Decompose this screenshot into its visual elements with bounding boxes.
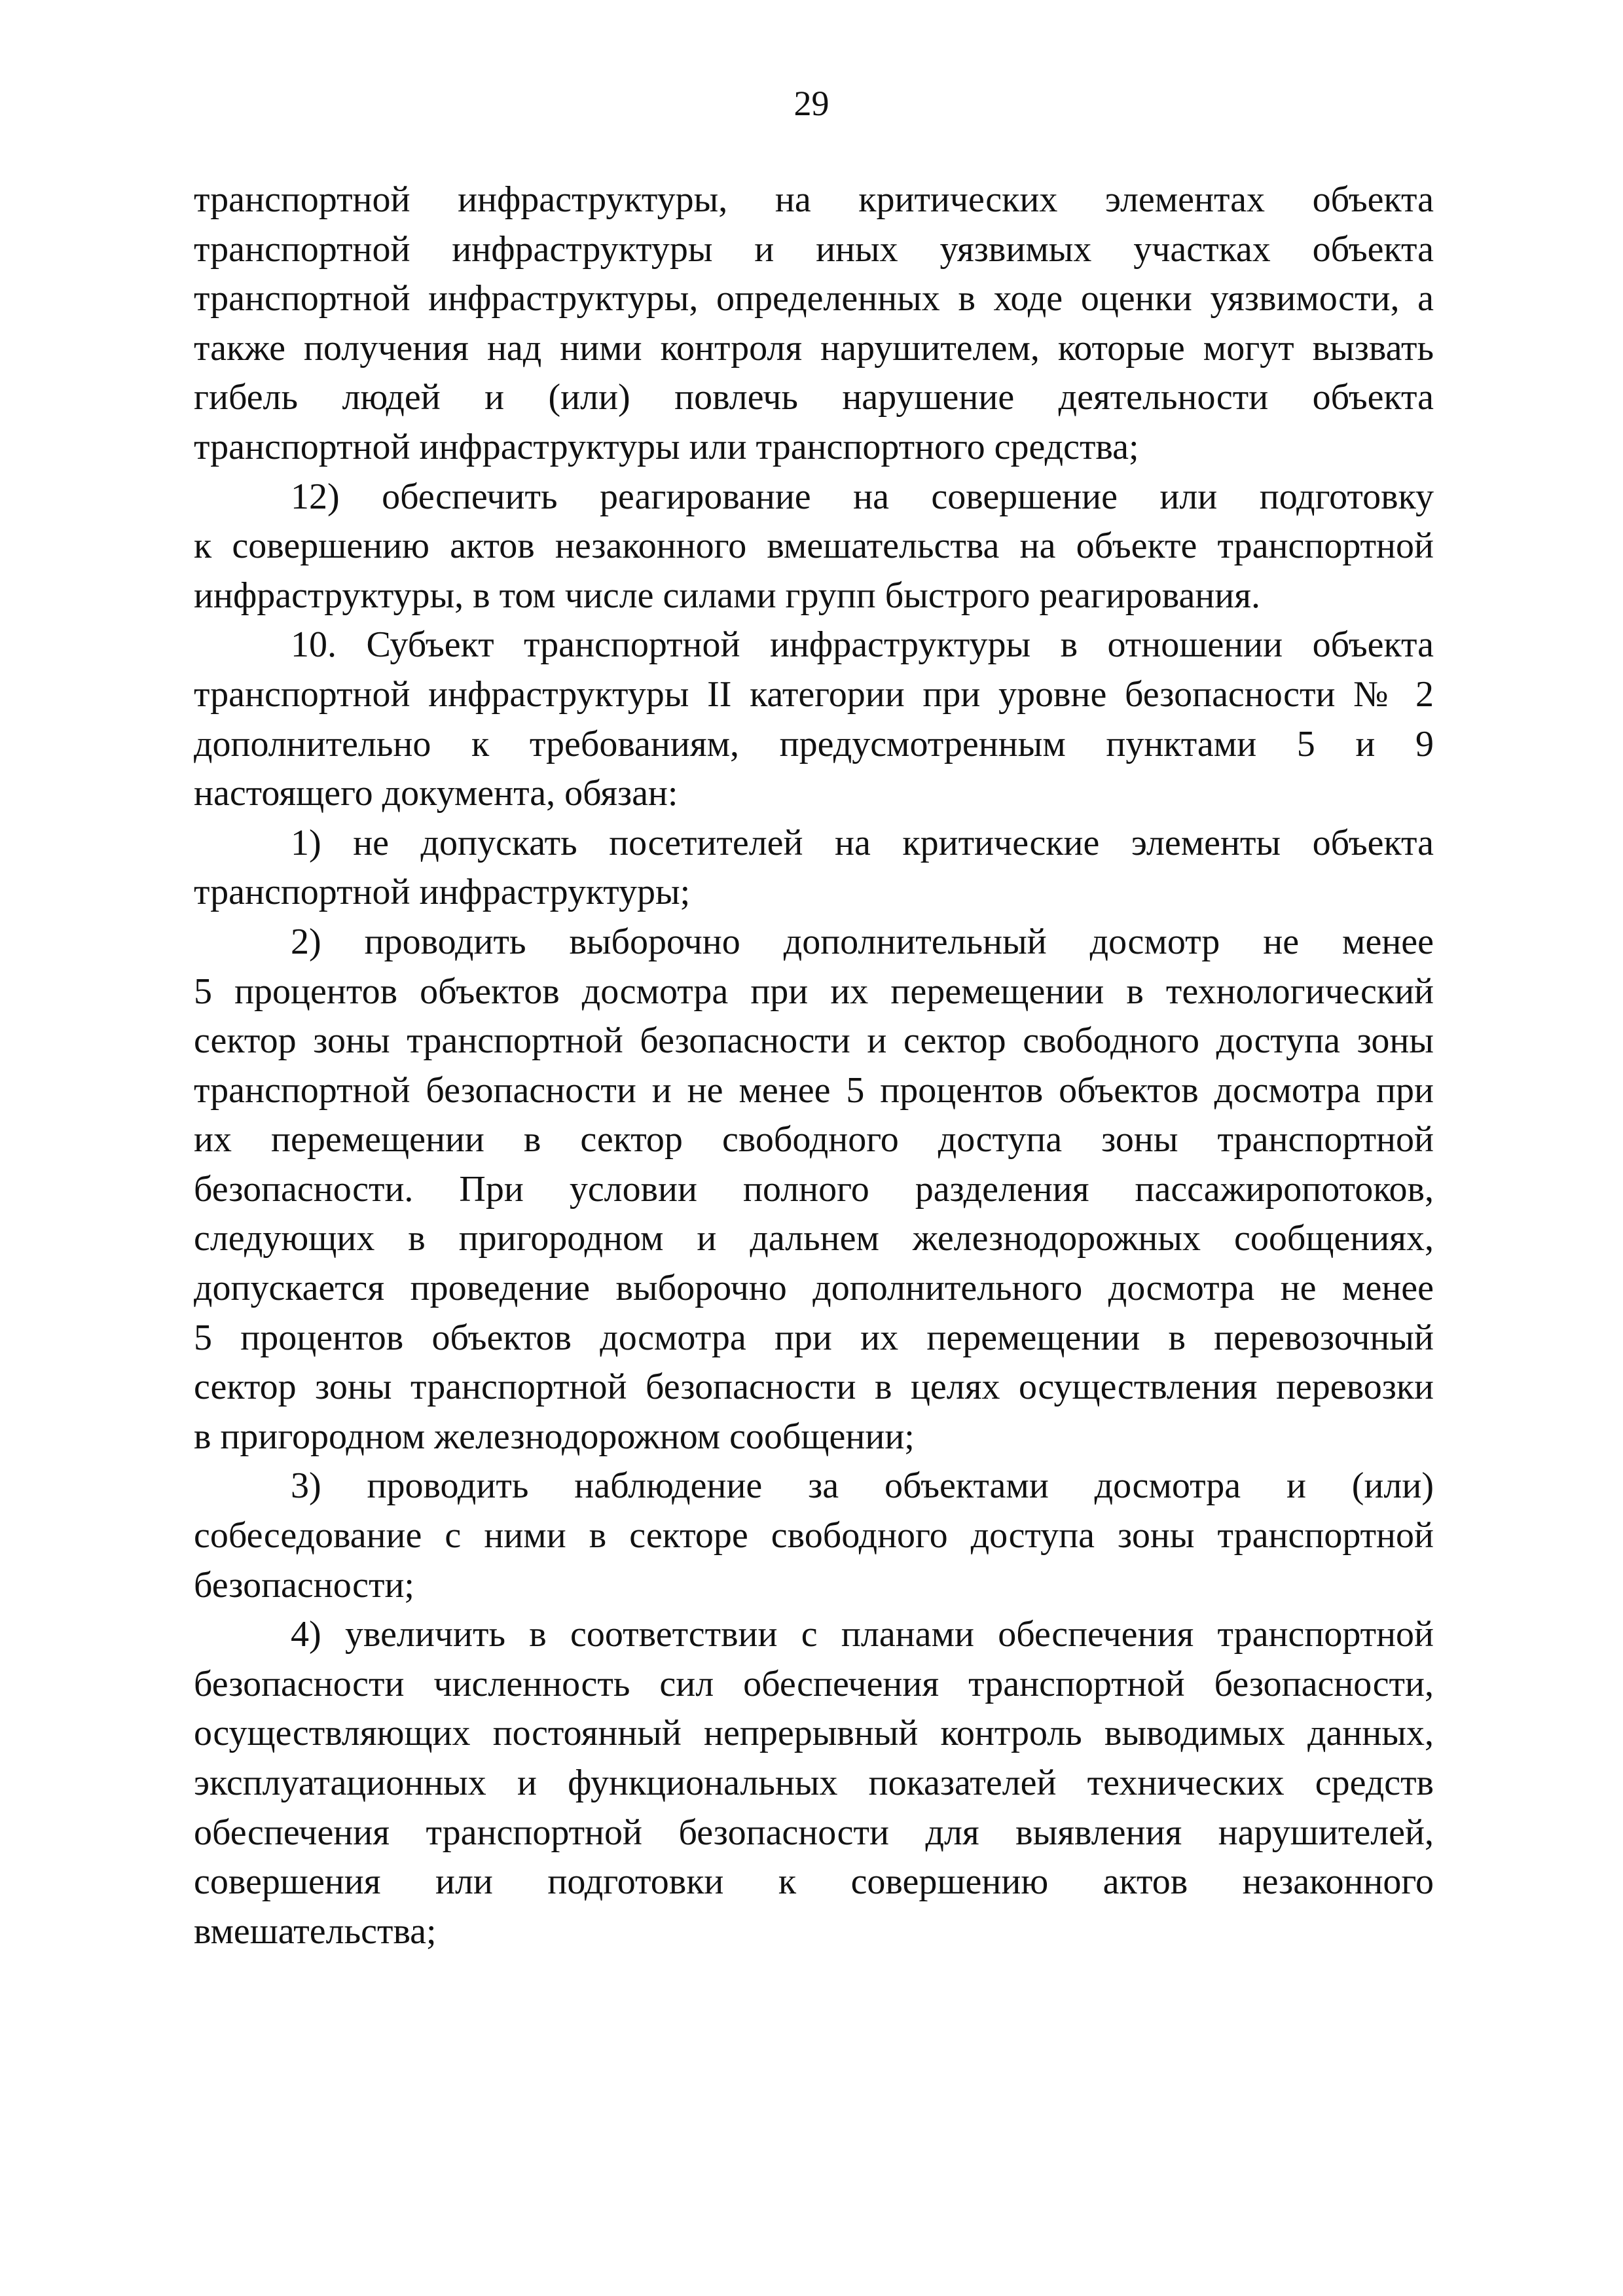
document-body (194, 175, 1434, 1956)
text-line: настоящего документа, обязан: (194, 773, 678, 814)
text-line: в пригородном железнодорожном сообщении; (194, 1416, 915, 1457)
text-line: безопасности. При условии полного разделения пассажиропотоков, (194, 1168, 1434, 1210)
paragraph-subitem-3 (194, 1462, 1434, 1610)
text-line: их перемещении в сектор свободного доступа зоны транспортной (194, 1119, 1434, 1160)
text-line: безопасности численность сил обеспечения транспортной безопасности, (194, 1663, 1434, 1704)
text-line: транспортной инфраструктуры; (194, 872, 691, 913)
text-line: 4) увеличить в соответствии с планами обеспечения транспортной (291, 1614, 1434, 1655)
text-line: к совершению актов незаконного вмешательства на объекте транспортной (194, 526, 1434, 567)
text-line: эксплуатационных и функциональных показателей технических средств (194, 1763, 1434, 1803)
text-line: сектор зоны транспортной безопасности и сектор свободного доступа зоны (194, 1020, 1434, 1062)
text-line: 12) обеспечить реагирование на совершение или подготовку (291, 476, 1434, 517)
text-line: следующих в пригородном и дальнем железнодорожных сообщениях, (194, 1218, 1434, 1259)
text-line: также получения над ними контроля нарушителем, которые могут вызвать (194, 327, 1434, 368)
text-line: безопасности; (194, 1564, 414, 1605)
text-line: транспортной безопасности и не менее 5 процентов объектов досмотра при (194, 1069, 1434, 1111)
text-line: собеседование с ними в секторе свободного доступа зоны транспортной (194, 1515, 1434, 1556)
text-line: допускается проведение выборочно дополнительного досмотра не менее (194, 1268, 1434, 1309)
paragraph-clause-10 (194, 620, 1434, 818)
text-line: транспортной инфраструктуры, на критических элементах объекта (194, 179, 1434, 220)
paragraph-continuation (194, 175, 1434, 473)
text-line: 10. Субъект транспортной инфраструктуры в отношении объекта (291, 624, 1434, 666)
text-line: 5 процентов объектов досмотра при их перемещении в технологический (194, 971, 1434, 1012)
text-line: 3) проводить наблюдение за объектами досмотра и (или) (291, 1465, 1434, 1507)
text-line: осуществляющих постоянный непрерывный контроль выводимых данных, (194, 1713, 1434, 1754)
text-line: транспортной инфраструктуры II категории при уровне безопасности № 2 (194, 673, 1434, 715)
text-line: транспортной инфраструктуры и иных уязвимых участках объекта (194, 228, 1434, 270)
text-line: сектор зоны транспортной безопасности в целях осуществления перевозки (194, 1367, 1434, 1408)
text-line: 5 процентов объектов досмотра при их перемещении в перевозочный (194, 1317, 1434, 1358)
text-line: 1) не допускать посетителей на критические элементы объекта (291, 822, 1434, 863)
paragraph-subitem-2 (194, 918, 1434, 1462)
text-line: гибель людей и (или) повлечь нарушение деятельности объекта (194, 377, 1434, 418)
text-line: 2) проводить выборочно дополнительный досмотр не менее (291, 921, 1434, 962)
text-line: инфраструктуры, в том числе силами групп быстрого реагирования. (194, 575, 1261, 616)
paragraph-item-12 (194, 473, 1434, 621)
page-number: 29 (793, 84, 830, 123)
text-line: транспортной инфраструктуры, определенных в ходе оценки уязвимости, а (194, 278, 1434, 319)
text-line: дополнительно к требованиям, предусмотренным пунктами 5 и 9 (194, 723, 1434, 764)
text-line: обеспечения транспортной безопасности для выявления нарушителей, (194, 1812, 1434, 1853)
paragraph-subitem-1 (194, 819, 1434, 918)
paragraph-subitem-4 (194, 1610, 1434, 1956)
text-line: совершения или подготовки к совершению актов незаконного (194, 1861, 1434, 1903)
text-line: вмешательства; (194, 1910, 437, 1952)
text-line: транспортной инфраструктуры или транспортного средства; (194, 426, 1139, 467)
